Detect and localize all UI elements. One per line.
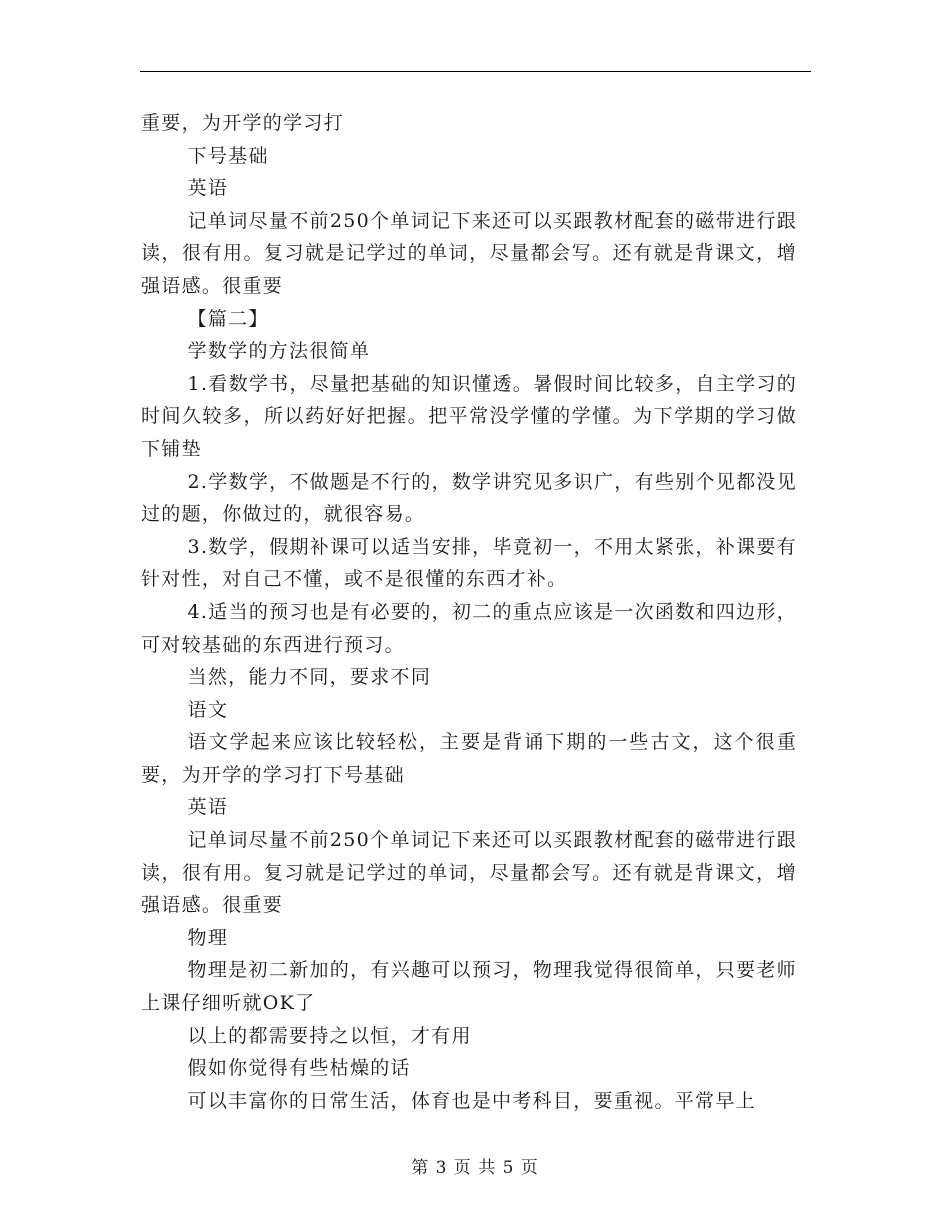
header-rule: [140, 71, 811, 72]
section-heading-chinese: 语文: [187, 698, 229, 721]
paragraph: 重要，为开学的学习打: [141, 112, 345, 134]
paragraph: 下号基础: [187, 144, 269, 167]
paragraph: 以上的都需要持之以恒，才有用: [187, 1024, 472, 1047]
paragraph: 假如你觉得有些枯燥的话: [187, 1057, 411, 1080]
section-heading-english: 英语: [187, 796, 229, 819]
section-heading-english: 英语: [187, 177, 229, 200]
section-heading-part-two: 【篇二】: [187, 307, 269, 330]
section-heading-physics: 物理: [187, 926, 229, 949]
paragraph: 记单词尽量不前250个单词记下来还可以买跟教材配套的磁带进行跟读，很有用。复习就是记学过的单词，尽量都会写。还有就是背课文，增强语感。很重要: [141, 209, 797, 297]
list-item: 1.看数学书，尽量把基础的知识懂透。暑假时间比较多，自主学习的时间久较多，所以药好好把握。把平常没学懂的学懂。为下学期的学习做下铺垫: [141, 372, 797, 460]
paragraph: 语文学起来应该比较轻松，主要是背诵下期的一些古文，这个很重要，为开学的学习打下号基础: [141, 731, 797, 786]
page-number-footer: 第 3 页 共 5 页: [411, 1158, 539, 1178]
paragraph: 记单词尽量不前250个单词记下来还可以买跟教材配套的磁带进行跟读，很有用。复习就是记学过的单词，尽量都会写。还有就是背课文，增强语感。很重要: [141, 829, 797, 917]
list-item: 4.适当的预习也是有必要的，初二的重点应该是一次函数和四边形，可对较基础的东西进行预习。: [141, 600, 797, 656]
list-item: 3.数学，假期补课可以适当安排，毕竟初一，不用太紧张，补课要有针对性，对自己不懂，或不是很懂的东西才补。: [141, 535, 797, 591]
paragraph: 学数学的方法很简单: [187, 340, 371, 363]
paragraph: 物理是初二新加的，有兴趣可以预习，物理我觉得很简单，只要老师上课仔细听就OK了: [141, 959, 797, 1015]
document-body: [141, 107, 797, 1117]
paragraph: 当然，能力不同，要求不同: [187, 666, 432, 689]
list-item: 2.学数学，不做题是不行的，数学讲究见多识广，有些别个见都没见过的题，你做过的，就很容易。: [141, 470, 797, 526]
paragraph: 可以丰富你的日常生活，体育也是中考科目，要重视。平常早上: [187, 1089, 756, 1112]
